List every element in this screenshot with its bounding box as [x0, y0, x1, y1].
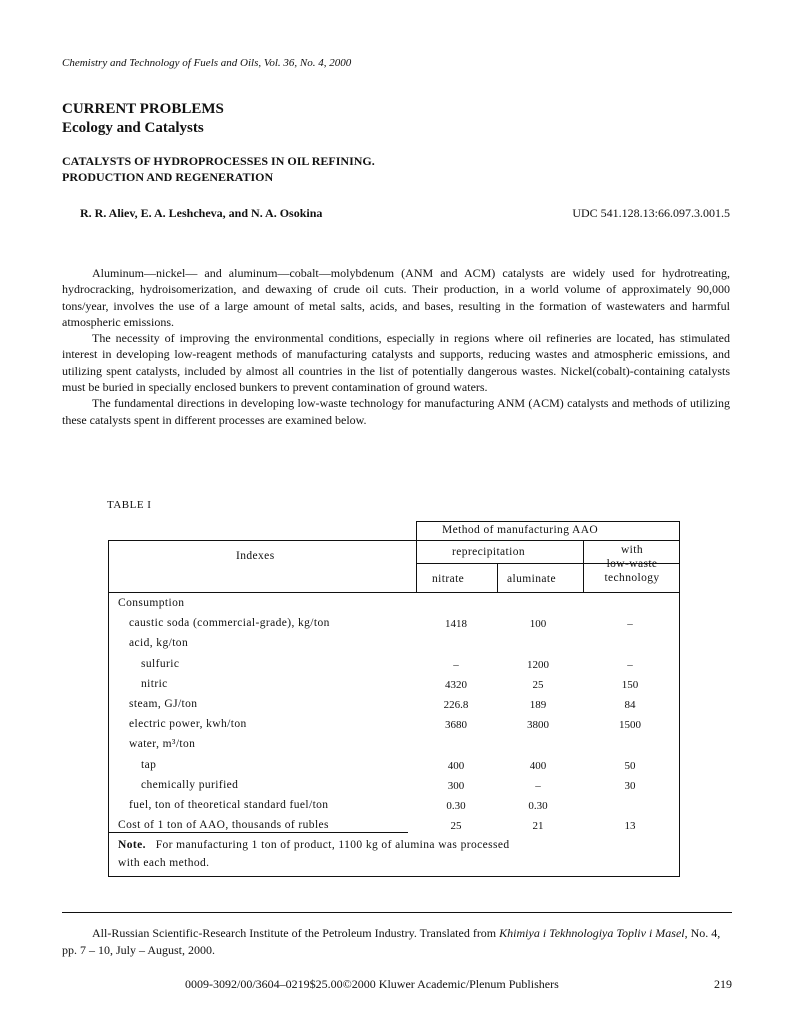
table-note-line-2: with each method.: [118, 857, 210, 869]
table-cell: 400: [529, 759, 547, 772]
table-cell: 21: [532, 820, 544, 833]
table-row-label: steam, GJ/ton: [129, 698, 198, 710]
section-line-1: CURRENT PROBLEMS: [62, 101, 224, 117]
table-cell: 226.8: [443, 699, 469, 711]
footnote-rule: [62, 912, 732, 913]
footnote: [62, 925, 732, 959]
table-row-label: Cost of 1 ton of AAO, thousands of rubles: [118, 819, 329, 832]
note-text: For manufacturing 1 ton of product, 1100 kg of alumina was processed: [155, 839, 510, 851]
table-cell: 1200: [527, 658, 549, 671]
article-title: [62, 153, 375, 185]
table-cell: 30: [624, 779, 636, 792]
table-cell: 3800: [527, 719, 549, 732]
table-cell: 300: [447, 779, 465, 792]
table-cell: 13: [624, 820, 636, 833]
body-text: [62, 265, 730, 428]
table-row-label: Consumption: [118, 597, 185, 609]
table-cell: 4320: [445, 678, 467, 691]
section-line-2: Ecology and Catalysts: [62, 120, 204, 136]
table-row-label: nitric: [141, 677, 168, 690]
footnote-journal: Khimiya i Tekhnologiya Topliv i Masel: [499, 926, 685, 940]
table-cell: –: [627, 658, 633, 671]
header-method: Method of manufacturing AAO: [442, 524, 599, 536]
header-indexes: Indexes: [236, 550, 275, 562]
data-table: [108, 521, 680, 877]
table-cell: 25: [450, 820, 462, 833]
table-row-label: fuel, ton of theoretical standard fuel/ton: [129, 799, 329, 811]
title-line-1: CATALYSTS OF HYDROPROCESSES IN OIL REFINING.: [62, 154, 375, 168]
header-nitrate: nitrate: [432, 573, 465, 585]
table-cell: –: [627, 618, 633, 631]
table-cell: 150: [621, 678, 639, 691]
header-low-waste: with low-waste technology: [604, 544, 660, 584]
table-cell: –: [535, 779, 541, 792]
table-cell: 1500: [619, 719, 641, 732]
table-cell: 25: [532, 678, 544, 691]
table-cell: 100: [529, 618, 547, 631]
paragraph-1: Aluminum—nickel— and aluminum—cobalt—molybdenum (ANM and ACM) catalysts are widely used for hydrotreating, hydrocracking, hydroisomerization, and dewaxing of crude oil cuts. Their production, in a world volume of approximately 90,000 tons/year, involves the use of a large amount of metal salts, acids, and bases, resulting in the formation of wastewaters and harmful atmospheric emissions.: [62, 266, 730, 329]
table-note: [118, 839, 510, 851]
section-title: [62, 100, 224, 138]
udc-code: UDC 541.128.13:66.097.3.001.5: [572, 206, 730, 220]
paragraph-3: The fundamental directions in developing low-waste technology for manufacturing ANM (ACM) catalysts and methods of utilizing these catalysts spent in different processes are examined below.: [62, 396, 730, 427]
table-row-label: electric power, kwh/ton: [129, 718, 247, 731]
table-cell: 189: [529, 699, 547, 711]
page-number: 219: [714, 977, 732, 991]
table-cell: 1418: [445, 618, 467, 631]
table-row-label: tap: [141, 758, 157, 771]
table-row-label: chemically purified: [141, 778, 239, 791]
footnote-tail: , No. 4, pp. 7 – 10, July – August, 2000.: [62, 926, 721, 957]
table-row-label: water, m³/ton: [129, 738, 196, 751]
footnote-text: All-Russian Scientific-Research Institute of the Petroleum Industry. Translated from: [92, 926, 500, 940]
note-label: Note.: [118, 839, 146, 851]
table-row-label: acid, kg/ton: [129, 637, 189, 650]
table-cell: 50: [624, 759, 636, 772]
table-label: TABLE I: [107, 499, 152, 511]
title-line-2: PRODUCTION AND REGENERATION: [62, 170, 274, 184]
table-row-label: sulfuric: [141, 657, 180, 670]
table-cell: –: [453, 658, 459, 671]
header-reprecipitation: reprecipitation: [452, 546, 526, 558]
journal-header: Chemistry and Technology of Fuels and Oils, Vol. 36, No. 4, 2000: [62, 57, 352, 69]
table-cell: 0.30: [528, 800, 548, 812]
table-cell: 84: [624, 699, 636, 711]
header-aluminate: aluminate: [507, 573, 556, 585]
copyright-line: 0009-3092/00/3604–0219$25.00©2000 Kluwer Academic/Plenum Publishers: [185, 977, 559, 991]
table-cell: 0.30: [446, 800, 466, 812]
table-row-label: caustic soda (commercial-grade), kg/ton: [129, 617, 330, 630]
table-cell: 3680: [445, 719, 467, 732]
authors: R. R. Aliev, E. A. Leshcheva, and N. A. Osokina: [80, 206, 323, 220]
table-cell: 400: [447, 759, 465, 772]
paragraph-2: The necessity of improving the environmental conditions, especially in regions where oil refineries are located, has stimulated interest in developing low-reagent methods of manufacturing catalysts and supports, reducing wastes and atmospheric emissions, and utilizing spent catalysts, included by almost all countries in the list of potentially dangerous wastes. Nickel(cobalt)-containing catalysts must be buried in specially enclosed bunkers to prevent contamination of ground waters.: [62, 331, 730, 395]
